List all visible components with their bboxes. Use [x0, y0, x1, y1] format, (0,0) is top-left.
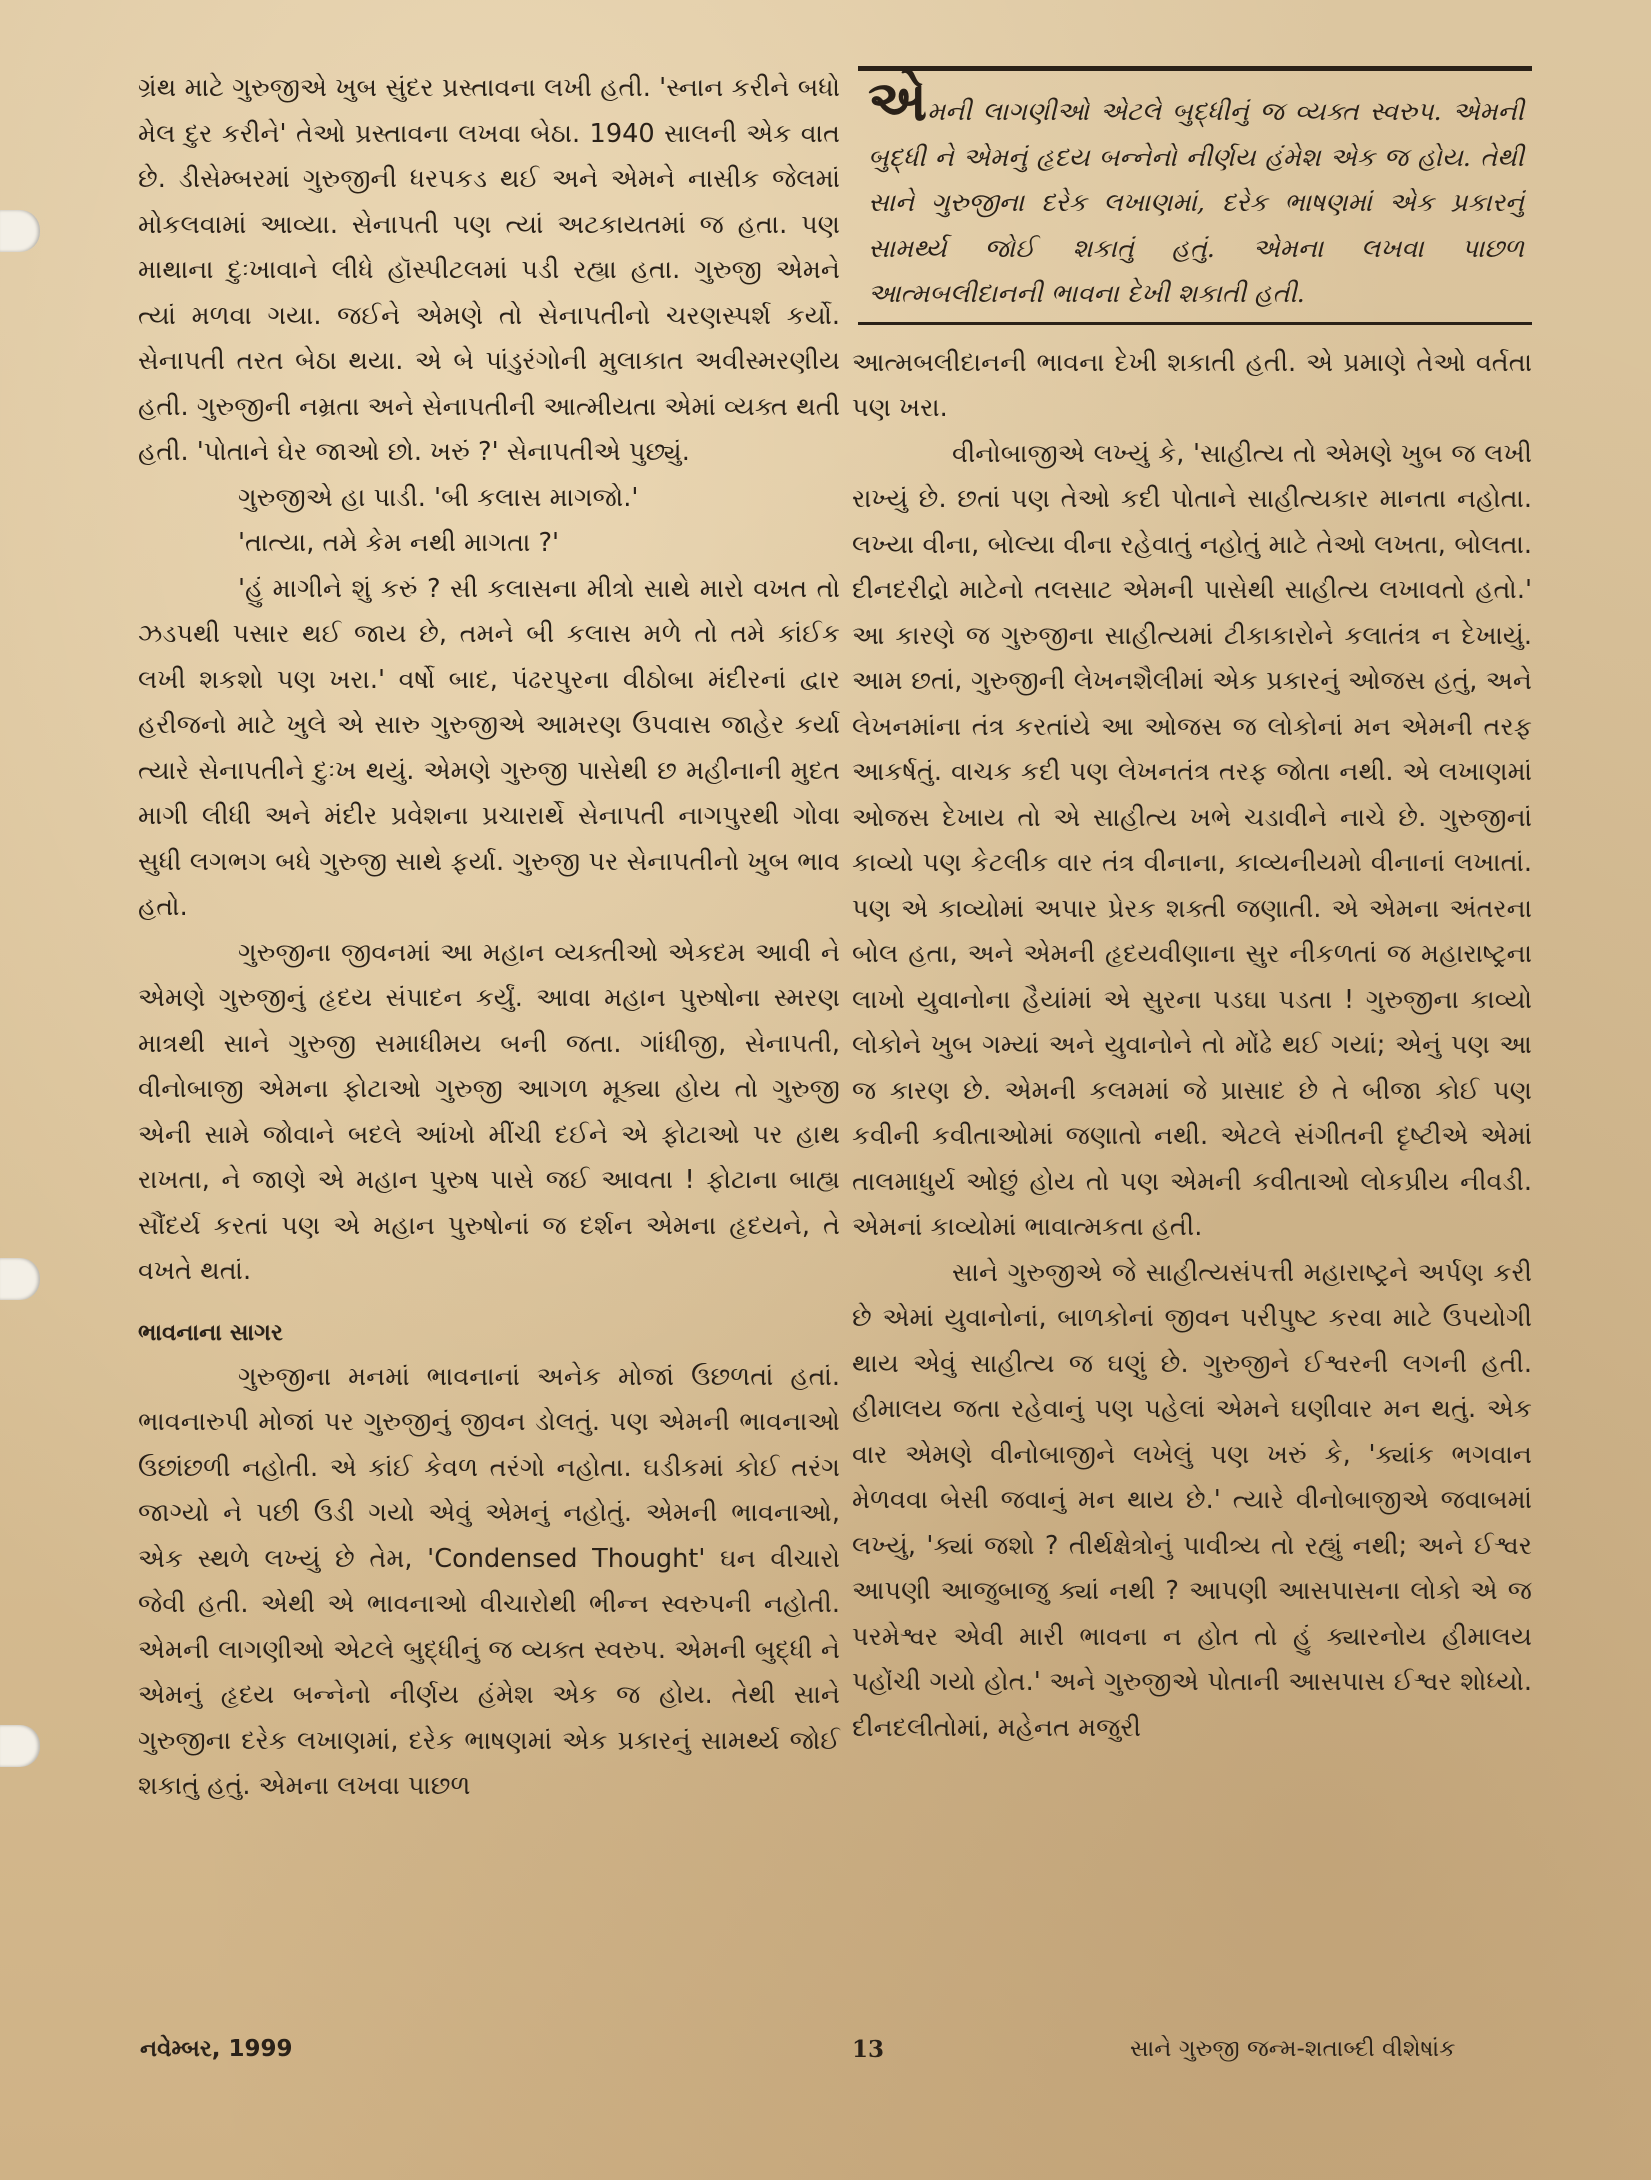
pull-quote: [868, 68, 1524, 318]
left-column: [138, 66, 840, 1810]
paragraph: ગુરુજીના જીવનમાં આ મહાન વ્યક્તીઓ એકદમ આવી ને એમણે ગુરુજીનું હૃદય સંપાદન કર્યું. આવા મહાન પુરુષોના સ્મરણ માત્રથી સાને ગુરુજી સમાધીમય બની જતા. ગાંધીજી, સેનાપતી, વીનોબાજી એમના ફોટાઓ ગુરુજી આગળ મૂક્યા હોય તો ગુરુજી એની સામે જોવાને બદલે આંખો મીંચી દઈને એ ફોટાઓ પર હાથ રાખતા, ને જાણે એ મહાન પુરુષ પાસે જઈ આવતા ! ફોટાના બાહ્ય સૌંદર્ય કરતાં પણ એ મહાન પુરુષોનાં જ દર્શન એમના હૃદયને, તે વખતે થતાં.: [138, 937, 840, 1286]
punch-hole: [0, 210, 40, 252]
paragraph: 'તાત્યા, તમે કેમ નથી માગતા ?': [238, 528, 560, 558]
pull-quote-text: મની લાગણીઓ એટલે બુદ્ધીનું જ વ્યક્ત સ્વરુપ. એમની બુદ્ધી ને એમનું હૃદય બન્નેનો નીર્ણય હંમેશ એક જ હોય. તેથી સાને ગુરુજીના દરેક લખાણમાં, દરેક ભાષણમાં એક પ્રકારનું સામર્થ્ય જોઈ શકાતું હતું. એમના લખવા પાછળ આત્મબલીદાનની ભાવના દેખી શકાતી હતી.: [868, 97, 1524, 309]
paragraph: 'હું માગીને શું કરું ? સી કલાસના મીત્રો સાથે મારો વખત તો ઝડપથી પસાર થઈ જાય છે, તમને બી કલાસ મળે તો તમે કાંઈક લખી શકશો પણ ખરા.' વર્ષો બાદ, પંઢરપુરના વીઠોબા મંદીરનાં દ્વાર હરીજનો માટે ખુલે એ સારુ ગુરુજીએ આમરણ ઉપવાસ જાહેર કર્યા ત્યારે સેનાપતીને દુઃખ થયું. એમણે ગુરુજી પાસેથી છ મહીનાની મુદત માગી લીધી અને મંદીર પ્રવેશના પ્રચારાર્થે સેનાપતી નાગપુરથી ગોવા સુધી લગભગ બધે ગુરુજી સાથે ફર્યા. ગુરુજી પર સેનાપતીનો ખુબ ભાવ હતો.: [138, 573, 840, 922]
paragraph: ગુરુજીએ હા પાડી. 'બી કલાસ માગજો.': [238, 482, 639, 513]
paragraph: ગુરુજીના મનમાં ભાવનાનાં અનેક મોજાં ઉછળતાં હતાં. ભાવનારુપી મોજાં પર ગુરુજીનું જીવન ડોલતું. પણ એમની ભાવનાઓ ઉછાંછળી નહોતી. એ કાંઈ કેવળ તરંગો નહોતા. ઘડીકમાં કોઈ તરંગ જાગ્યો ને પછી ઉડી ગયો એવું એમનું નહોતું. એમની ભાવનાઓ, એક સ્થળે લખ્યું છે તેમ, 'Condensed Thought' ઘન વીચારો જેવી હતી. એથી એ ભાવનાઓ વીચારોથી ભીન્ન સ્વરુપની નહોતી. એમની લાગણીઓ એટલે બુદ્ધીનું જ વ્યક્ત સ્વરુપ. એમની બુદ્ધી ને એમનું હૃદય બન્નેનો નીર્ણય હંમેશ એક જ હોય. તેથી સાને ગુરુજીના દરેક લખાણમાં, દરેક ભાષણમાં એક પ્રકારનું સામર્થ્ય જોઈ શકાતું હતું. એમના લખવા પાછળ: [138, 1361, 840, 1801]
footer-date: નવેમ્બર, 1999: [140, 2036, 293, 2062]
drop-cap: એ: [868, 68, 928, 134]
publication-title: સાને ગુરુજી જન્મ-શતાબ્દી વીશેષાંક: [1130, 2036, 1456, 2062]
right-column: [852, 66, 1532, 1751]
punch-hole: [0, 1258, 40, 1300]
pull-quote-box: [858, 66, 1532, 325]
paragraph: વીનોબાજીએ લખ્યું કે, 'સાહીત્ય તો એમણે ખુબ જ લખી રાખ્યું છે. છતાં પણ તેઓ કદી પોતાને સાહીત્યકાર માનતા નહોતા. લખ્યા વીના, બોલ્યા વીના રહેવાતું નહોતું માટે તેઓ લખતા, બોલતા. દીનદરીદ્રો માટેનો તલસાટ એમની પાસેથી સાહીત્ય લખાવતો હતો.' આ કારણે જ ગુરુજીના સાહીત્યમાં ટીકાકારોને કલાતંત્ર ન દેખાયું. આમ છતાં, ગુરુજીની લેખનશૈલીમાં એક પ્રકારનું ઓજસ હતું, અને લેખનમાંના તંત્ર કરતાંયે આ ઓજસ જ લોકોનાં મન એમની તરફ આકર્ષતું. વાચક કદી પણ લેખનતંત્ર તરફ જોતા નથી. એ લખાણમાં ઓજસ દેખાય તો એ સાહીત્ય ખભે ચડાવીને નાચે છે. ગુરુજીનાં કાવ્યો પણ કેટલીક વાર તંત્ર વીનાના, કાવ્યનીયમો વીનાનાં લખાતાં. પણ એ કાવ્યોમાં અપાર પ્રેરક શક્તી જણાતી. એ એમના અંતરના બોલ હતા, અને એમની હૃદયવીણાના સુર નીકળતાં જ મહારાષ્ટ્રના લાખો યુવાનોના હૈયાંમાં એ સુરના પડઘા પડતા ! ગુરુજીના કાવ્યો લોકોને ખુબ ગમ્યાં અને યુવાનોને તો મોંઢે થઈ ગયાં; એનું પણ આ જ કારણ છે. એમની કલમમાં જે પ્રાસાદ છે તે બીજા કોઈ પણ કવીની કવીતાઓમાં જણાતો નથી. એટલે સંગીતની દૃષ્ટીએ એમાં તાલમાધુર્ય ઓછું હોય તો પણ એમની કવીતાઓ લોકપ્રીય નીવડી. એમનાં કાવ્યોમાં ભાવાત્મકતા હતી.: [852, 438, 1532, 1242]
paragraph: ગ્રંથ માટે ગુરુજીએ ખુબ સુંદર પ્રસ્તાવના લખી હતી. 'સ્નાન કરીને બધો મેલ દુર કરીને' તેઓ પ્રસ્તાવના લખવા બેઠા. 1940 સાલની એક વાત છે. ડીસેમ્બરમાં ગુરુજીની ધરપકડ થઈ અને એમને નાસીક જેલમાં મોકલવામાં આવ્યા. સેનાપતી પણ ત્યાં અટકાયતમાં જ હતા. પણ માથાના દુઃખાવાને લીધે હૉસ્પીટલમાં પડી રહ્યા હતા. ગુરુજી એમને ત્યાં મળવા ગયા. જઈને એમણે તો સેનાપતીનો ચરણસ્પર્શ કર્યો. સેનાપતી તરત બેઠા થયા. એ બે પાંડુરંગોની મુલાકાત અવીસ્મરણીય હતી. ગુરુજીની નમ્રતા અને સેનાપતીની આત્મીયતા એમાં વ્યક્ત થતી હતી. 'પોતાને ઘેર જાઓ છો. ખરું ?' સેનાપતીએ પુછ્યું.: [138, 73, 841, 467]
paragraph: આત્મબલીદાનની ભાવના દેખી શકાતી હતી. એ પ્રમાણે તેઓ વર્તતા પણ ખરા.: [852, 347, 1532, 423]
paragraph: સાને ગુરુજીએ જે સાહીત્યસંપત્તી મહારાષ્ટ્રને અર્પણ કરી છે એમાં યુવાનોનાં, બાળકોનાં જીવન પરીપુષ્ટ કરવા માટે ઉપયોગી થાય એવું સાહીત્ય જ ઘણું છે. ગુરુજીને ઈશ્વરની લગની હતી. હીમાલય જતા રહેવાનું પણ પહેલાં એમને ઘણીવાર મન થતું. એક વાર એમણે વીનોબાજીને લખેલું પણ ખરું કે, 'ક્યાંક ભગવાન મેળવવા બેસી જવાનું મન થાય છે.' ત્યારે વીનોબાજીએ જવાબમાં લખ્યું, 'ક્યાં જશો ? તીર્થક્ષેત્રોનું પાવીત્ર્ય તો રહ્યું નથી; અને ઈશ્વર આપણી આજુબાજુ ક્યાં નથી ? આપણી આસપાસના લોકો એ જ પરમેશ્વર એવી મારી ભાવના ન હોત તો હું ક્યારનોય હીમાલય પહોંચી ગયો હોત.' અને ગુરુજીએ પોતાની આસપાસ ઈશ્વર શોધ્યો. દીનદલીતોમાં, મહેનત મજુરી: [852, 1257, 1532, 1743]
punch-hole: [0, 1725, 40, 1767]
section-heading: ભાવનાના સાગર: [138, 1319, 283, 1346]
page-number: 13: [852, 2036, 885, 2063]
